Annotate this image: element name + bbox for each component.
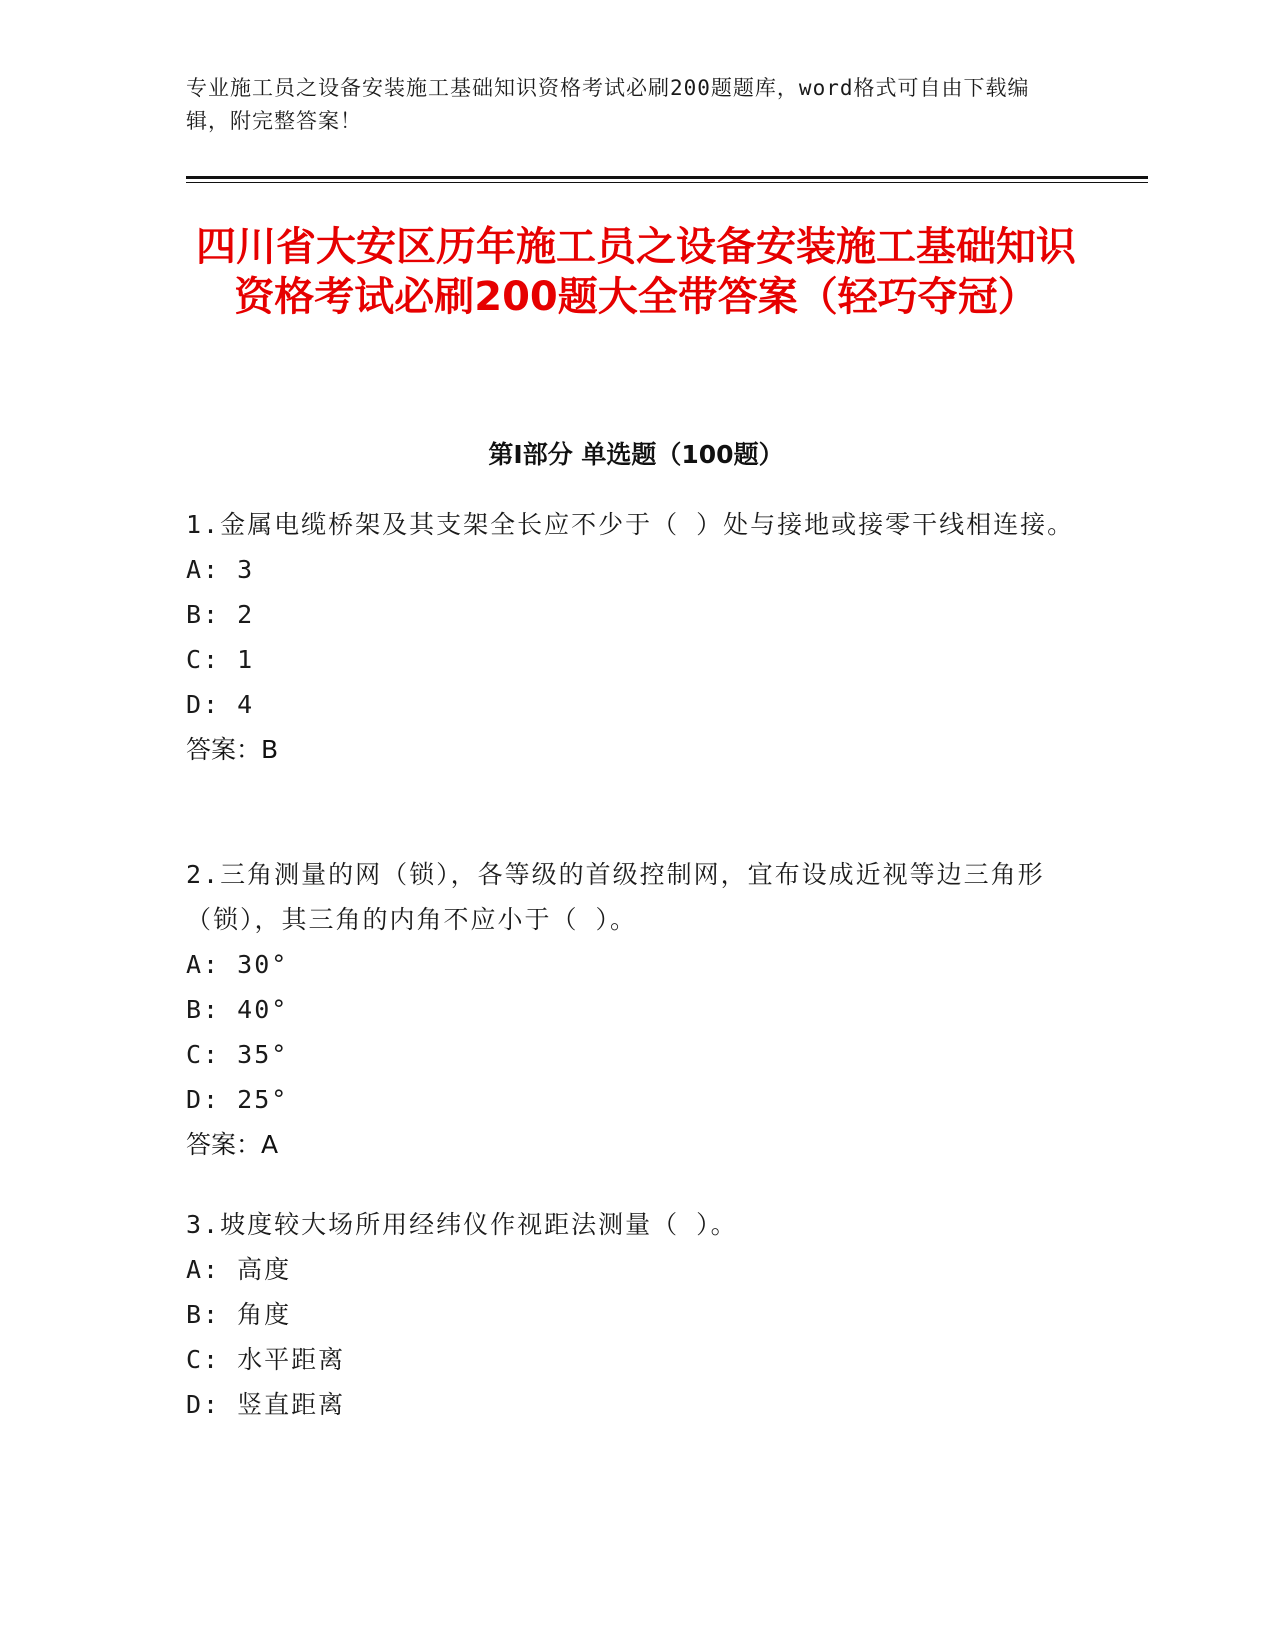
question-stem: 2.三角测量的网（锁），各等级的首级控制网，宜布设成近视等边三角形（锁），其三角的内角不应小于（ ）。 bbox=[186, 860, 1045, 934]
option-d: D: 25° bbox=[186, 1085, 289, 1114]
option-a: A: 高度 bbox=[186, 1255, 292, 1284]
question-1 bbox=[186, 502, 1086, 772]
option-a: A: 30° bbox=[186, 950, 289, 979]
option-d: D: 4 bbox=[186, 690, 255, 719]
question-stem: 3.坡度较大场所用经纬仪作视距法测量（ ）。 bbox=[186, 1210, 738, 1239]
question-2 bbox=[186, 852, 1086, 1167]
answer-line: 答案：A bbox=[186, 1130, 279, 1159]
header-note: 专业施工员之设备安装施工基础知识资格考试必刷200题题库，word格式可自由下载编辑，附完整答案！ bbox=[186, 76, 1030, 133]
header-divider-thick bbox=[186, 176, 1148, 179]
option-b: B: 2 bbox=[186, 600, 255, 629]
section-heading: 第Ⅰ部分 单选题（100题） bbox=[488, 440, 784, 469]
option-c: C: 35° bbox=[186, 1040, 289, 1069]
header-divider-thin bbox=[186, 182, 1148, 183]
question-3 bbox=[186, 1202, 1086, 1427]
option-b: B: 40° bbox=[186, 995, 289, 1024]
option-c: C: 1 bbox=[186, 645, 255, 674]
question-stem: 1.金属电缆桥架及其支架全长应不少于（ ）处与接地或接零干线相连接。 bbox=[186, 510, 1075, 539]
option-c: C: 水平距离 bbox=[186, 1345, 346, 1374]
answer-line: 答案：B bbox=[186, 735, 279, 764]
option-d: D: 竖直距离 bbox=[186, 1390, 346, 1419]
option-a: A: 3 bbox=[186, 555, 255, 584]
document-title: 四川省大安区历年施工员之设备安装施工基础知识资格考试必刷200题大全带答案（轻巧夺冠） bbox=[196, 224, 1076, 320]
option-b: B: 角度 bbox=[186, 1300, 292, 1329]
